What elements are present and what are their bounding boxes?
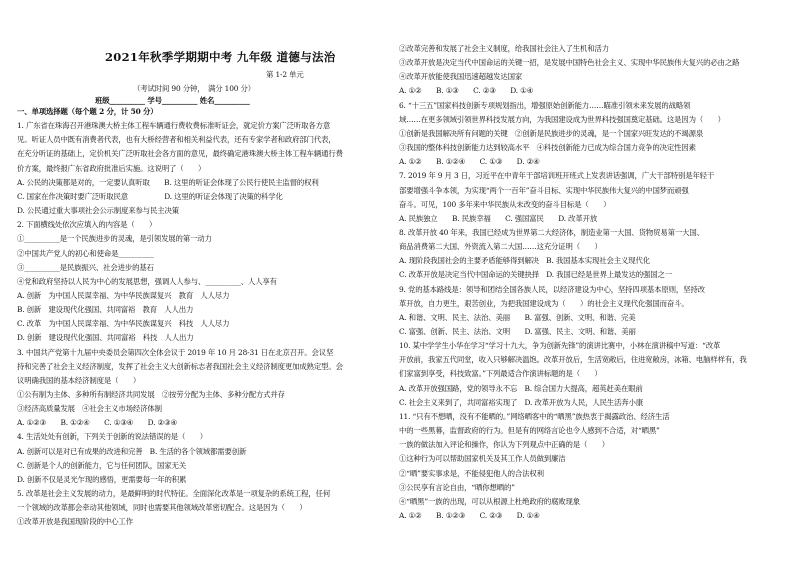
question-line-right: 中的一些黑幕，监督政府的行为。但是有的网络言论也令人感到不合适，对“晒黑” [399,426,660,436]
id-blank: __________ [161,96,198,105]
exam-info: （考试时间 90 分钟， 满分 100 分） [133,84,255,93]
name-label: 姓名 [199,96,215,105]
question-line-right: ②改革完善和发展了社会主义制度，给我国社会注入了生机和活力 [399,44,609,53]
question-line-right: 8. 改革开放 40 年来，我国已经成为世界第二大经济体，制造业第一大国、货物贸易第一大国、 [399,227,704,237]
question-line-left: 4. 生活处处有创新，下列关于创新的说法错误的是（ ） [17,432,207,442]
question-line-left: B. 创新 建设现代化强国、共同富裕 教育 人人出力 [17,305,194,315]
question-line-right: ③我国的整体科技创新能力达到较高水平 ④科技创新能力已成为综合国力竞争的决定性因素 [399,143,696,153]
question-line-right: 10. 某中学学生小华在学习“学习十九大，争为创新先锋”的演讲比赛中，小林在演讲稿中写道：“改革 [399,341,721,351]
question-line-right: 11. “只有不想晒，没有不能晒的。”网络晒客中的“晒黑”族热衷于揭露政治、经济生活 [399,411,670,421]
question-line-left: C. 改革 为中国人民谋幸福、为中华民族谋复兴 科技 人人尽力 [17,319,230,329]
question-line-left: D. 创新不仅是灵光乍现的感悟，更需要每一年的积累 [17,474,187,484]
question-line-right: 开放前，我家五代同堂，收入只够解决温饱。改革开放后，生活宽敞后，住进宽敞房，冰箱、电脑样样有，我 [399,355,747,365]
question-line-left: 议明确我国的基本经济制度是（ ） [17,375,141,385]
question-line-right: ④“晒黑”一族的出现，可以从根源上杜绝政府的腐败现象 [399,496,581,506]
question-line-right: A. ①② B. ①②④ C. ①③ D. ②④ [399,157,540,167]
question-line-right: C. 改革开放是决定当代中国命运的关键抉择 D. 我国已经是世界上最发达的强国之一 [399,270,672,280]
question-line-left: C. 创新是个人的创新能力，它与任何团队，国家无关 [17,460,186,470]
question-line-left: C. 国家在作决策时要广泛听取民意 D. 这里的听证会体现了决策的科学化 [17,191,283,201]
question-line-right: ③公民享有言论自由，“晒你想晒的” [399,482,515,492]
question-line-left: A. 创新 为中国人民谋幸福、为中华民族谋复兴 教育 人人尽力 [17,290,230,300]
question-line-right: 7. 2019 年 9 月 3 日，习近平在中青年干部培训班开班式上发表讲话强调，广大干部特别是年轻干 [399,171,715,181]
question-line-right: A. 现阶段我国社会的主要矛盾能够得到解决 B. 我国基本实现社会主义现代化 [399,256,650,266]
question-line-right: 9. 党的基本路线是：领导和团结全国各族人民，以经济建设为中心，坚持四项基本原则，坚持改 [399,284,705,294]
question-line-right: ①这种行为可以帮助国家机关及其工作人员做到廉洁 [399,454,566,464]
question-line-left: A. ①②③ B. ①②④ C. ①③④ D. ②③④ [17,418,177,428]
question-line-left: 在充分听证的基础上，定价机关广泛听取社会各方面的意见，最终确定港珠澳大桥主体工程车辆通行费 [17,149,343,159]
question-line-left: 2. 下面横线处依次应填入的内容是（ ） [17,220,157,230]
question-line-right: A. 民族独立 B. 民族幸福 C. 强国富民 D. 改革开放 [399,213,598,223]
question-line-left: ④党和政府坚持以人民为中心的发展思想，强调人人参与、__________、人人享有 [17,276,277,286]
question-line-left: ③__________是民族振兴、社会进步的基石 [17,262,154,272]
question-line-right: A. 改革开放强国路，党的领导永不忘 B. 综合国力大提高，超英赶美在眼前 [399,383,643,393]
question-line-left: 1. 广东省在珠海召开港珠澳大桥主体工程车辆通行费收费标准听证会，就定价方案广泛听取各方意 [17,121,331,131]
question-line-left: 3. 中国共产党第十九届中央委员会第四次全体会议于 2019 年 10 月 28-31 日在北京召开。会议坚 [17,347,334,357]
question-line-left: A. 创新可以是对已有成果的改进和完善 B. 生活的各个领域都需要创新 [17,446,247,456]
question-line-left: 5. 改革是社会主义发展的动力，是最鲜明的时代特征。全面深化改革是一项复杂的系统工程，任何 [17,489,331,499]
question-line-right: 商品消费第二大国、外资流入第二大国……这充分证明（ ） [399,242,602,252]
question-line-right: A. ①② B. ①③ C. ②③ D. ①④ [399,86,534,96]
question-line-left: ①公有制为主体、多种所有制经济共同发展 ②按劳分配为主体、多种分配方式并存 [17,390,285,399]
question-line-left: A. 公民的决策都是对的，一定要认真听取 B. 这里的听证会体现了公民行使民主监督的权利 [17,177,319,187]
question-line-right: 一族的做法加入评论和操作，你认为下列观点中正确的是（ ） [399,440,609,450]
question-line-left: ②中国共产党人的初心和使命是__________ [17,248,154,258]
question-line-right: 奋斗。可见，100 多年来中华民族从未改变的奋斗目标是（ ） [399,199,611,209]
question-line-right: ③改革开放是决定当代中国命运的关键一招，是发展中国特色社会主义、实现中华民族伟大复兴的必由之路 [399,58,740,68]
student-info-row [95,96,250,106]
question-line-right: 部要增强斗争本领，为实现“两个一百年”奋斗目标、实现中华民族伟大复兴的中国梦而顽强 [399,185,689,195]
question-line-right: ①创新是我国解决所有问题的关键 ②创新是民族进步的灵魂，是一个国家兴旺发达的不竭源泉 [399,128,704,138]
id-label: 学号 [147,96,162,105]
question-line-right: 域……在更多领域引领世界科技发展方向，为我国建设成为世界科技强国奠定基础。这是因为（ ） [399,114,725,124]
question-line-left: ③经济高质量发展 ④社会主义市场经济体制 [17,404,162,414]
question-line-left: 见。听证人员中既有消费者代表，也有大桥经营者和相关利益代表，还有专家学者和政府部门代表， [17,135,336,145]
question-line-right: 6. “十三五”国家科技创新专项规划指出，增强原始创新能力……瞄准引领未来发展的战略领 [399,100,691,110]
question-line-right: C. 富强、创新、民主、法治、文明 D. 富强、民主、文明、和谐、美丽 [399,327,636,336]
class-label: 班级 [95,96,110,105]
question-line-right: C. 社会主义来到了，共同富裕实现了 D. 改革开放为人民，人民生活奔小康 [399,397,644,407]
class-blank: __________ [109,96,145,105]
question-line-right: A. ①② B. ①②③ C. ②③ D. ①④ [399,510,540,520]
question-line-left: 价方案，最终报广东省政府批准后实施。这说明了（ ） [17,163,206,173]
question-line-right: A. 和谐、文明、民主、法治、美丽 B. 富强、创新、文明、和谐、完美 [399,312,636,322]
unit-label: 第 1-2 单元 [266,70,304,79]
question-line-left: ①__________是一个民族进步的灵魂，是引领发展的第一动力 [17,234,212,244]
question-line-right: 们家富到享受，科技致富。”下列最适合作演讲标题的是（ ） [399,369,602,379]
question-line-left: 持和完善了社会主义经济制度，发挥了社会主义大创新标志者我国社会主义经济制度更加成熟定型。会 [17,361,343,371]
question-line-right: 革开放，自力更生，艰苦创业，为把我国建设成为（ ）的社会主义现代化强国而奋斗。 [399,298,689,308]
question-line-left: 一、单项选择题（每个题 2 分，计 50 分） [17,107,158,116]
exam-title: 2021年秋季学期期中考 九年级 道德与法治 [105,50,336,64]
question-line-left: ①改革开放是我国现阶段的中心工作 [17,517,133,527]
question-line-left: D. 公民通过重大事项社会公示制度来参与民主决策 [17,206,179,216]
name-blank: __________ [214,96,250,105]
question-line-right: ②“晒”要实事求是，不能侵犯他人的合法权利 [399,468,544,478]
question-line-right: ④改革开放能使我国迅速超越发达国家 [399,72,523,82]
question-line-left: D. 创新 建设现代化强国、共同富裕 科技 人人出力 [17,333,194,343]
question-line-left: 一个领域的改革都会牵动其他领域，同时也需要其他领域改革密切配合。这是因为（ ） [17,503,307,513]
